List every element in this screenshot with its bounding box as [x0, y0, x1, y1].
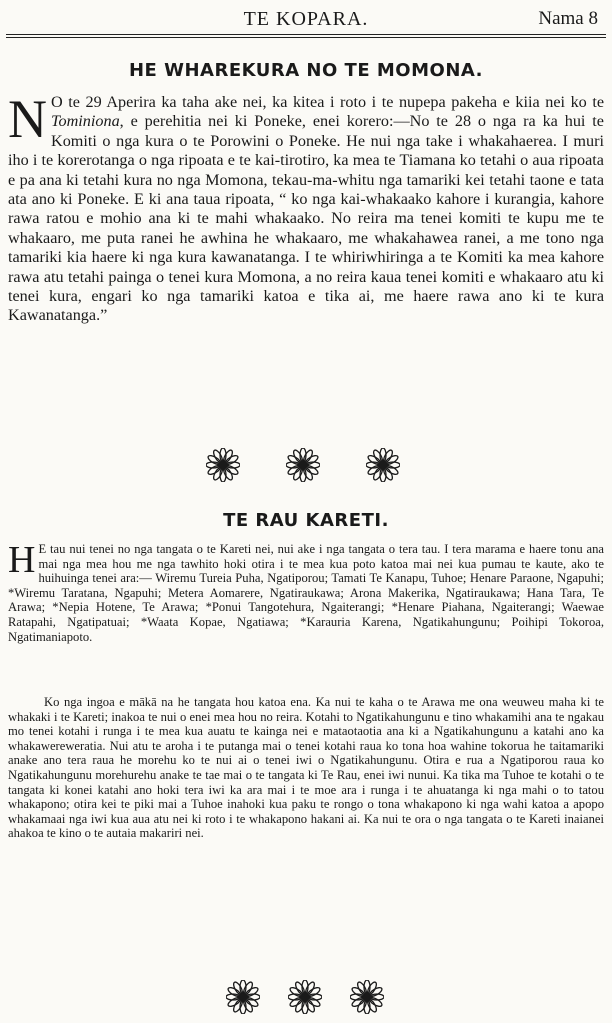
- header-rule: [6, 34, 606, 35]
- page-header: [0, 6, 612, 34]
- article-text-rest: , e perehitia nei ki Poneke, enei korero:—No te 28 o nga ra ka hui te Komiti o nga kura o te Porowini o Poneke. He nui nga take i whakahaerea. I muri iho i te korerotanga o nga ripoata e te kai-tirotiro, ka mea te Tiamana ko tetahi o aua ripoata e pa ana ki tetahi kura no nga Momona, tekau-ma-whitu nga tamariki kei tetahi taone e tata ata ano ki Poneke. E ki ana taua ripoata, “ ko nga kai-whakaako kahore i kurangia, kahore rawa ratou e mohio ana ki te mahi whakaako. No reira ma tenei komiti te kupu me te whakaaro, me puta ranei he awhina he whakaaro, me whakahawea ranei, a me tono nga tamariki kia haere ki nga kura kawanatanga. I te whiriwhiringa a te Komiti ka mea kahore rawa atu tetahi painga o tenei kura Momona, a no reira kaua tenei komiti e whakaaro atu ki tenei kura, engari ko nga tamariki katoa e tika ai, me haere rawa ano ki te kura Kawanatanga.”: [8, 112, 604, 325]
- article-heading-wharekura: HE WHAREKURA NO TE MOMONA.: [128, 60, 483, 81]
- article-body-te-rau-p1: [8, 539, 604, 644]
- flower-ornament-icon: [350, 980, 384, 1014]
- flower-ornament-icon: [286, 448, 320, 482]
- newspaper-name: Tominiona: [51, 112, 120, 131]
- flower-ornament-icon: [366, 448, 400, 482]
- drop-cap: H: [8, 539, 36, 581]
- article-heading-te-rau: TE RAU KARETI.: [223, 510, 389, 531]
- article-text-start: O te 29 Aperira ka taha ake nei, ka kitea i roto i te nupepa pakeha e kiia nei ko te: [51, 93, 604, 111]
- article-body-te-rau-p2: [8, 695, 604, 841]
- flower-ornament-icon: [288, 980, 322, 1014]
- article-text: E tau nui tenei no nga tangata o te Kareti nei, nui ake i nga tangata o tera tau. I tera marama e haere tonu ana mai nga mea hou me nga tawhito hoki otira i te mea kua poto katoa mai nei kua pumau te kaute, ako te huihuinga tenei ara:— Wiremu Tureia Puha, Ngatiporou; Tamati Te Kanapu, Tuhoe; Henare Paraone, Ngapuhi; *Wiremu Taratana, Ngapuhi; Metera Aomarere, Ngatiraukawa; Arona Makerika, Ngatiraukawa; Hana Tara, Te Arawa; *Nepia Hotene, Te Arawa; *Ponui Tangotehura, Ngaiterangi; *Henare Piahana, Ngaiterangi; Waewae Ratapahi, Ngatipatuai; *Waata Kopae, Ngatiawa; *Karauria Karena, Ngatikahungunu; Poihipi Tokoroa, Ngatimaniapoto.: [8, 542, 604, 644]
- flower-ornament-icon: [226, 980, 260, 1014]
- page-number: Nama 8: [538, 8, 598, 29]
- article-body-wharekura: [8, 89, 604, 326]
- publication-title: TE KOPARA.: [243, 8, 369, 30]
- article-text: Ko nga ingoa e mākā na he tangata hou katoa ena. Ka nui te kaha o te Arawa me ona weuweu maha ki te whakaki i te Kareti; inakoa te nui o enei mea hou no reira. Kotahi to Ngatikahungunu e tino whakamihi ana te ngakau mo tenei kotahi i runga i te mea kua auatu te kainga nei e mataotaotia ana ki a Ngatikahungunu a katahi ano ka whakawereweratia. Nui atu te aroha i te putanga mai o tenei kotahi raua ko tona hoa wahine tokorua he taitamariki anake ano tera raua he morehu ko te nui ai o tenei iwi o Ngatikahungunu. Otira e rua a Ngatiporou raua ko Ngatikahungunu morehurehu anake te tae mai o te tangata ki Te Rau, enei iwi nunui. Ka tika ma Tuhoe te kotahi o te tangata ki konei katahi ano hoki tera iwi ka ara mai i te moe ara i runga i te ahuatanga ki nga mahi o to tatou whakapono; otira kei te piki mai a Tuhoe inahoki kua paku te rongo o tona whakapono ki nga wahi katoa a apopo whakamaai nga iwi kua aua atu nei ki roto i te whakapono hakani ai. Ka nui te ora o nga tangata o te Kareti inaianei ahakoa te kino o te autaia makariri nei.: [8, 695, 604, 841]
- header-rule-thin: [6, 37, 606, 38]
- drop-cap: N: [8, 89, 47, 149]
- flower-ornament-icon: [206, 448, 240, 482]
